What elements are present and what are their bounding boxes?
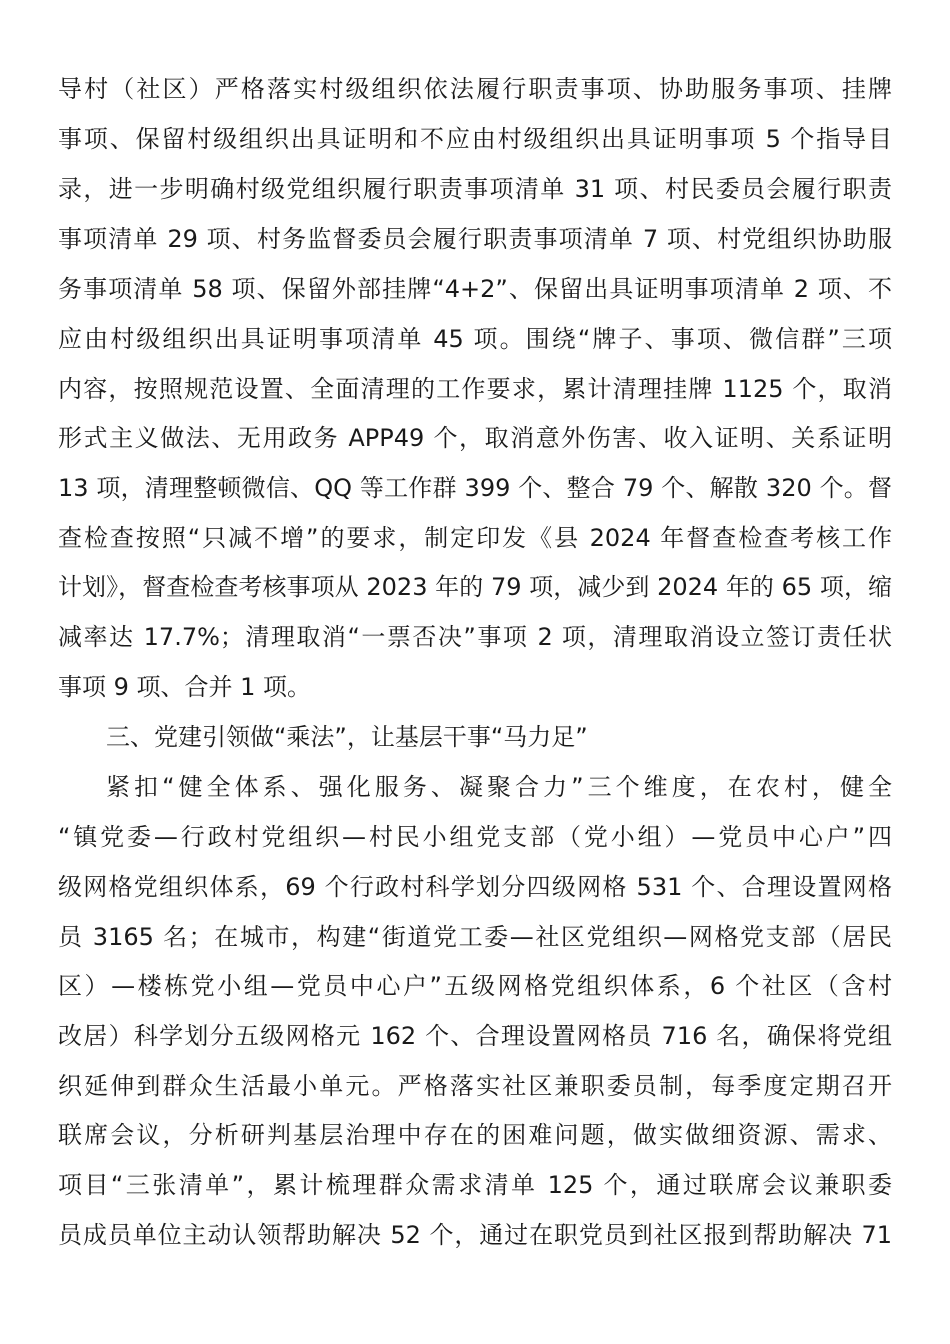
paragraph-line: 计划》，督查检查考核事项从 2023 年的 79 项，减少到 2024 年的 65 项，缩	[58, 573, 892, 601]
paragraph-line: 改居）科学划分五级网格元 162 个、合理设置网格员 716 名，确保将党组	[58, 1022, 892, 1050]
paragraph-line: 事项、保留村级组织出具证明和不应由村级组织出具证明事项 5 个指导目	[58, 125, 892, 153]
paragraph-first-line: 紧扣“健全体系、强化服务、凝聚合力”三个维度，在农村，健全	[106, 773, 892, 801]
paragraph-line: 导村（社区）严格落实村级组织依法履行职责事项、协助服务事项、挂牌	[58, 75, 892, 103]
paragraph-line: 区）—楼栋党小组—党员中心户”五级网格党组织体系，6 个社区（含村	[58, 972, 892, 1000]
paragraph-line: 联席会议，分析研判基层治理中存在的困难问题，做实做细资源、需求、	[58, 1121, 892, 1149]
paragraph-line: 员成员单位主动认领帮助解决 52 个，通过在职党员到社区报到帮助解决 71	[58, 1221, 892, 1249]
paragraph-line: 级网格党组织体系，69 个行政村科学划分四级网格 531 个、合理设置网格	[58, 873, 892, 901]
paragraph-line: 事项 9 项、合并 1 项。	[58, 673, 312, 701]
paragraph-line: 织延伸到群众生活最小单元。严格落实社区兼职委员制，每季度定期召开	[58, 1072, 892, 1100]
section-heading: 三、党建引领做“乘法”，让基层干事“马力足”	[106, 723, 588, 751]
paragraph-line: 务事项清单 58 项、保留外部挂牌“4+2”、保留出具证明事项清单 2 项、不	[58, 275, 892, 303]
paragraph-line: 减率达 17.7%；清理取消“一票否决”事项 2 项，清理取消设立签订责任状	[58, 623, 892, 651]
paragraph-line: “镇党委—行政村党组织—村民小组党支部（党小组）—党员中心户”四	[58, 823, 892, 851]
paragraph-line: 内容，按照规范设置、全面清理的工作要求，累计清理挂牌 1125 个，取消	[58, 375, 892, 403]
paragraph-line: 项目“三张清单”，累计梳理群众需求清单 125 个，通过联席会议兼职委	[58, 1171, 892, 1199]
paragraph-line: 员 3165 名；在城市，构建“街道党工委—社区党组织—网格党支部（居民	[58, 923, 892, 951]
paragraph-line: 事项清单 29 项、村务监督委员会履行职责事项清单 7 项、村党组织协助服	[58, 225, 892, 253]
paragraph-line: 13 项，清理整顿微信、QQ 等工作群 399 个、整合 79 个、解散 320 个。督	[58, 474, 892, 502]
paragraph-line: 形式主义做法、无用政务 APP49 个，取消意外伤害、收入证明、关系证明	[58, 424, 892, 452]
paragraph-line: 录，进一步明确村级党组织履行职责事项清单 31 项、村民委员会履行职责	[58, 175, 892, 203]
paragraph-line: 应由村级组织出具证明事项清单 45 项。围绕“牌子、事项、微信群”三项	[58, 325, 892, 353]
paragraph-line: 查检查按照“只减不增”的要求，制定印发《县 2024 年督查检查考核工作	[58, 524, 892, 552]
